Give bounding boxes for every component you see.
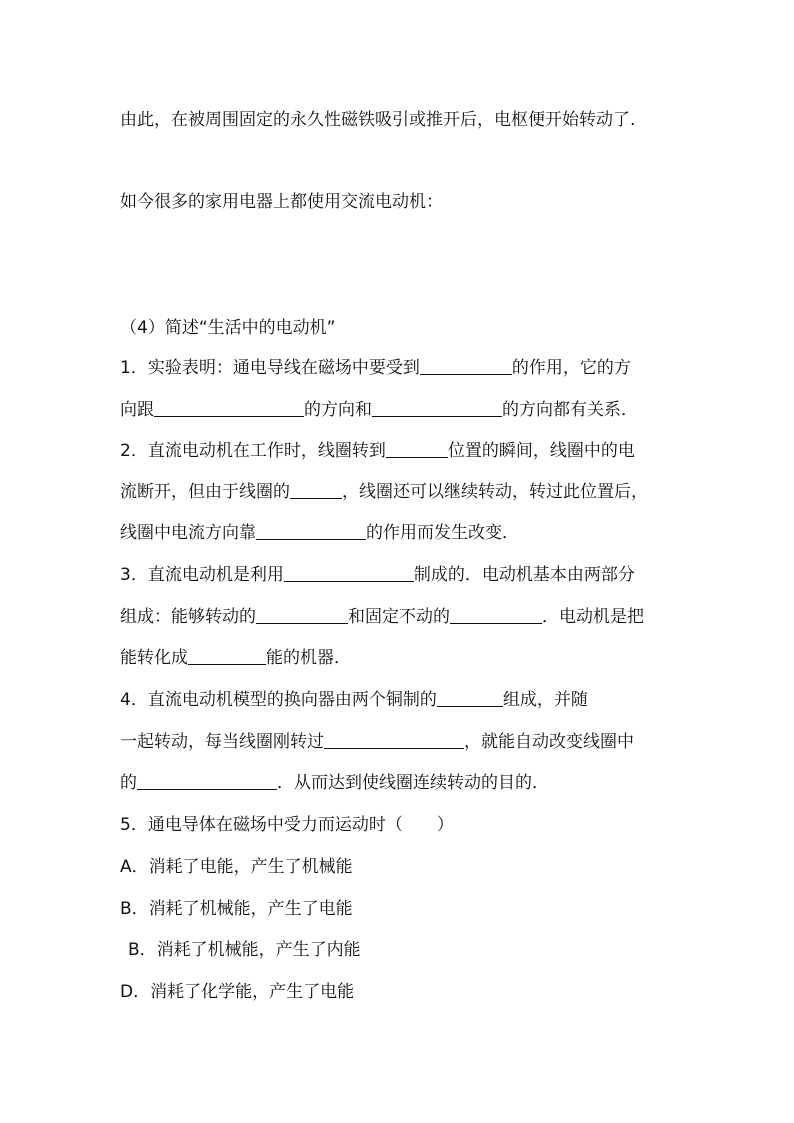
question-3-line-1 (120, 563, 680, 587)
paragraph-armature (120, 108, 680, 132)
question-4-line-1 (120, 688, 680, 712)
answer-blank[interactable] (284, 563, 414, 582)
answer-blank[interactable] (324, 730, 464, 749)
question-1-text: 的作用，它的方 (511, 358, 631, 378)
question-4-text: 4．直流电动机模型的换向器由两个铜制的 (120, 690, 437, 710)
question-4-text: ．从而达到使线圈连续转动的目的． (277, 773, 549, 793)
answer-blank[interactable] (386, 439, 448, 458)
answer-blank[interactable] (188, 646, 266, 665)
answer-blank[interactable] (450, 605, 542, 624)
answer-blank[interactable] (137, 771, 277, 790)
option-d[interactable] (120, 980, 680, 1004)
option-c-text: B．消耗了机械能，产生了内能 (128, 940, 361, 960)
question-1-line-1 (120, 356, 680, 380)
question-1-text: 的方向都有关系． (502, 400, 638, 420)
question-3-text: 能的机器． (266, 648, 351, 668)
option-d-text: D．消耗了化学能，产生了电能 (120, 982, 355, 1002)
option-b-text: B．消耗了机械能，产生了电能 (120, 899, 353, 919)
question-4-text: 一起转动，每当线圈刚转过 (120, 732, 324, 752)
answer-blank[interactable] (372, 398, 502, 417)
question-5-text: 5．通电导体在磁场中受力而运动时（ ） (120, 815, 454, 835)
question-2-text: 流断开，但由于线圈的 (120, 482, 290, 502)
question-3-text: ．电动机是把 (542, 607, 644, 627)
question-4-text: 组成，并随 (502, 690, 588, 710)
question-4-text: ，就能自动改变线圈中 (464, 732, 634, 752)
option-a-text: A．消耗了电能，产生了机械能 (120, 857, 353, 877)
question-1-text: 的方向和 (304, 400, 372, 420)
paragraph-ac-motor (120, 190, 680, 214)
question-3-text: 3．直流电动机是利用 (120, 565, 284, 585)
answer-blank[interactable] (256, 605, 348, 624)
question-2-text: 的作用而发生改变． (366, 523, 519, 543)
question-3-text: 能转化成 (120, 648, 188, 668)
section-heading-text: （4）简述“生活中的电动机” (120, 318, 336, 338)
question-2-text: 2．直流电动机在工作时，线圈转到 (120, 441, 386, 461)
question-3-text: 和固定不动的 (348, 607, 450, 627)
answer-blank[interactable] (256, 521, 366, 540)
question-4-line-3 (120, 771, 680, 795)
question-2-text: 位置的瞬间，线圈中的电 (447, 441, 635, 461)
question-5-stem (120, 813, 680, 837)
answer-blank[interactable] (420, 356, 512, 375)
question-4-text: 的 (120, 773, 137, 793)
question-3-text: 制成的．电动机基本由两部分 (413, 565, 635, 585)
question-2-text: 线圈中电流方向靠 (120, 523, 256, 543)
answer-blank[interactable] (437, 688, 503, 707)
question-2-line-2 (120, 480, 680, 504)
question-2-line-1 (120, 439, 680, 463)
question-4-line-2 (120, 730, 680, 754)
paragraph-armature-text: 由此，在被周围固定的永久性磁铁吸引或推开后，电枢便开始转动了. (120, 110, 636, 130)
question-2-line-3 (120, 521, 680, 545)
question-1-text: 1．实验表明：通电导线在磁场中要受到 (120, 358, 420, 378)
question-1-text: 向跟 (120, 400, 154, 420)
option-b[interactable] (120, 897, 680, 921)
answer-blank[interactable] (290, 480, 342, 499)
paragraph-ac-motor-text: 如今很多的家用电器上都使用交流电动机： (120, 192, 443, 212)
question-3-line-3 (120, 646, 680, 670)
answer-blank[interactable] (154, 398, 304, 417)
option-c[interactable] (128, 938, 688, 962)
question-3-text: 组成：能够转动的 (120, 607, 256, 627)
question-3-line-2 (120, 605, 680, 629)
option-a[interactable] (120, 855, 680, 879)
question-1-line-2 (120, 398, 680, 422)
section-heading (120, 316, 680, 340)
question-2-text: ，线圈还可以继续转动，转过此位置后， (342, 482, 648, 502)
